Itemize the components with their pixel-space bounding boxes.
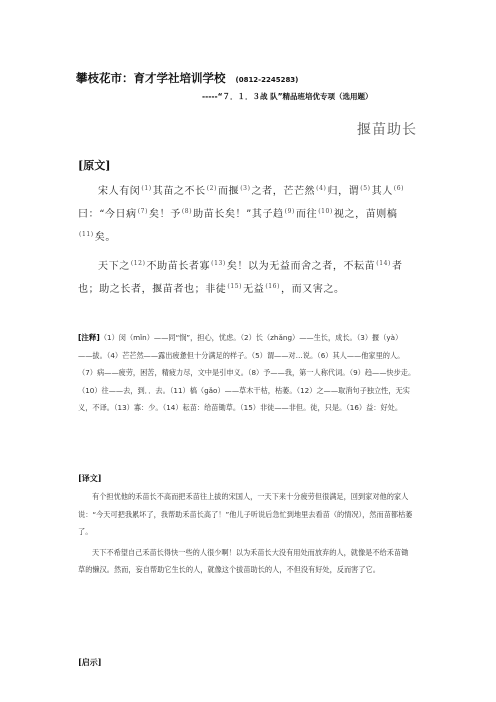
document-subtitle: -----“７．１．３战 队”精品班培优专项（选用题） bbox=[202, 92, 373, 101]
school-phone: (0812-2245283) bbox=[235, 76, 299, 84]
original-text-run: 之者，芒芒然 bbox=[251, 186, 316, 197]
original-text-run: 助苗长矣！”其子趋 bbox=[193, 209, 284, 220]
section-label-original: [原文] bbox=[78, 159, 111, 172]
section-label-insight: [启示] bbox=[78, 657, 102, 667]
original-paragraph-1 bbox=[78, 179, 414, 248]
note-marker: (1) bbox=[141, 185, 152, 192]
note-marker: (2) bbox=[206, 185, 218, 192]
original-text-run: 曰：“今日病 bbox=[78, 209, 137, 220]
translation-text bbox=[78, 488, 414, 579]
original-paragraph-2 bbox=[78, 254, 414, 300]
note-marker: (4) bbox=[316, 185, 327, 192]
original-text-run: ，而又害之。 bbox=[281, 284, 345, 295]
note-marker: (7) bbox=[137, 208, 149, 215]
note-marker: (16) bbox=[265, 283, 281, 290]
original-text-run: 无益 bbox=[243, 284, 265, 295]
school-name: 攀枝花市：育才学社培训学校 bbox=[76, 71, 226, 85]
note-marker: (8) bbox=[181, 208, 193, 215]
notes-text: （1）闵（mǐn）——同“悯”，担心，忧虑。（2）长（zhǎng）——生长，成长。（3）揠（yà）——拔。（4）芒芒然——露出疲惫但十分满足的样子。（5）谓——对…说。（6）其人——他家里的人。（7）病——疲劳，困苦，精疲力尽，文中是引申义。（8）予——我，第一人称代词。（9）趋——快步走。（10）往——去，到．．去。（11）槁（gǎo）——草木干枯，枯萎。（12）之——取消句子独立性，无实义，不译。（13）寡：少。（14）耘苗：给苗锄草。（15）非徒——非但。徒，只是。（16）益：好处。 bbox=[78, 333, 416, 412]
note-marker: (14) bbox=[376, 260, 391, 267]
translation-paragraph-2: 天下不希望自己禾苗长得快一些的人很少啊！以为禾苗长大没有用处而放弃的人，就像是不给禾苗锄草的懒汉。然而，妄自帮助它生长的人，就像这个拔苗助长的人，不但没有好处，反而害了它。 bbox=[78, 547, 409, 574]
note-marker: (10) bbox=[318, 208, 333, 215]
note-marker: (15) bbox=[227, 283, 243, 290]
note-marker: (5) bbox=[360, 185, 371, 192]
translation-paragraph-1: 有个担忧他的禾苗长不高而把禾苗往上拔的宋国人，一天下来十分疲劳但很满足，回到家对他的家人说：“今天可把我累坏了，我帮助禾苗长高了！”他儿子听说后急忙到地里去看苗（的情况），然而苗都枯萎了。 bbox=[78, 492, 413, 536]
original-text-run: 者也；助之长者，揠苗者也；非徒 bbox=[78, 261, 403, 295]
note-marker: (12) bbox=[130, 260, 146, 267]
original-text-run: 归，谓 bbox=[327, 186, 360, 197]
original-text-run: 矣！予 bbox=[149, 209, 181, 220]
original-text bbox=[78, 179, 414, 300]
original-text-run: 矣。 bbox=[94, 232, 116, 243]
original-text-run: 矣！以为无益而舍之者，不耘苗 bbox=[226, 261, 376, 272]
original-text-run: 天下之 bbox=[98, 261, 130, 272]
original-text-run: 不助苗长者寡 bbox=[146, 261, 211, 272]
note-marker: (11) bbox=[79, 231, 94, 238]
original-text-run: 而往 bbox=[295, 209, 318, 220]
page-title: 揠苗助长 bbox=[357, 122, 417, 138]
note-marker: (6) bbox=[393, 185, 405, 192]
school-header bbox=[76, 70, 298, 86]
original-text-run: 其苗之不长 bbox=[152, 186, 206, 197]
note-marker: (13) bbox=[211, 260, 226, 267]
note-marker: (9) bbox=[284, 208, 295, 215]
original-text-run: 而揠 bbox=[218, 186, 240, 197]
section-label-translation: [译文] bbox=[78, 473, 102, 483]
section-label-notes: [注释] bbox=[78, 333, 100, 342]
original-text-run: 视之，苗则槁 bbox=[333, 209, 398, 220]
annotations bbox=[78, 329, 416, 417]
note-marker: (3) bbox=[240, 185, 251, 192]
original-text-run: 其人 bbox=[371, 186, 393, 197]
original-text-run: 宋人有闵 bbox=[98, 186, 141, 197]
